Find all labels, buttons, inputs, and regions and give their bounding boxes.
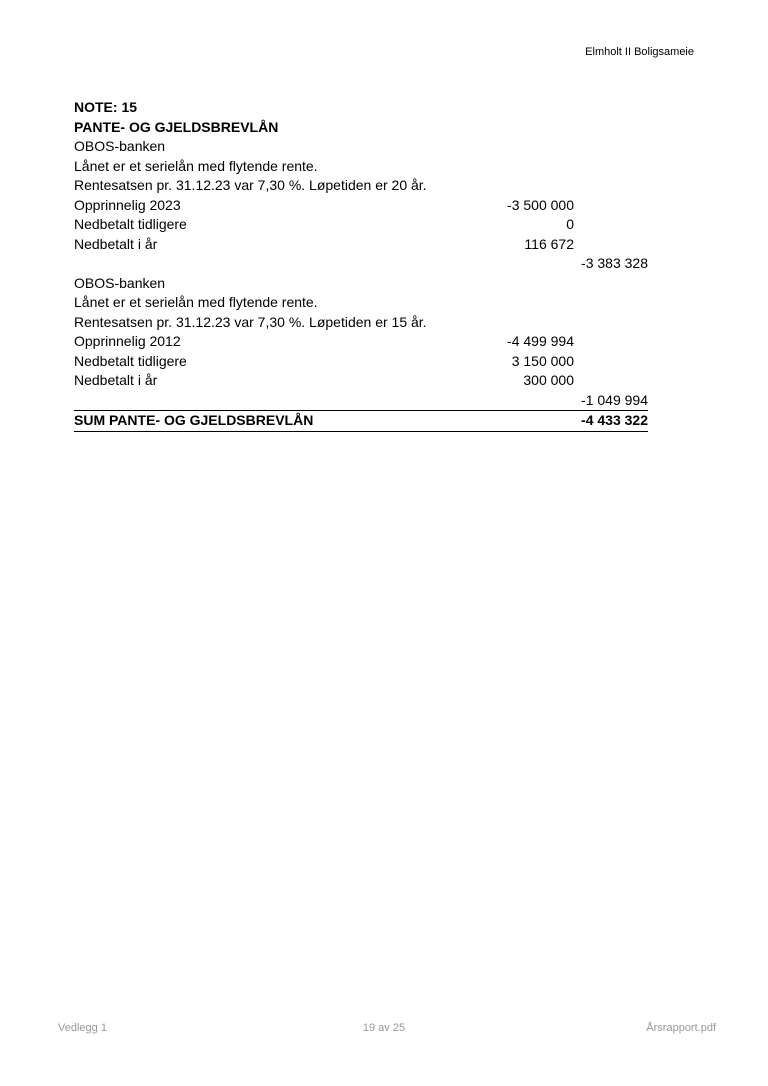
loan-row bbox=[74, 215, 648, 235]
loan-rate: Rentesatsen pr. 31.12.23 var 7,30 %. Løpetiden er 20 år. bbox=[74, 177, 427, 193]
loan-balance-row bbox=[74, 391, 648, 412]
row-label: Nedbetalt tidligere bbox=[74, 216, 187, 232]
footer-attachment: Vedlegg 1 bbox=[58, 1022, 107, 1034]
sum-row bbox=[74, 411, 648, 432]
loan-balance: -3 383 328 bbox=[581, 255, 648, 271]
loan-bank: OBOS-banken bbox=[74, 138, 166, 154]
row-value: 300 000 bbox=[523, 372, 574, 388]
organization-name: Elmholt II Boligsameie bbox=[585, 46, 694, 58]
footer-filename: Årsrapport.pdf bbox=[646, 1022, 716, 1034]
row-value: 116 672 bbox=[524, 235, 574, 252]
sum-value: -4 433 322 bbox=[581, 412, 648, 428]
loan-row bbox=[74, 332, 648, 352]
loan-block bbox=[74, 137, 648, 274]
sum-label: SUM PANTE- OG GJELDSBREVLÅN bbox=[74, 412, 314, 428]
note-title: PANTE- OG GJELDSBREVLÅN bbox=[74, 118, 279, 135]
note-15 bbox=[74, 98, 648, 432]
loan-row bbox=[74, 196, 648, 216]
loan-row bbox=[74, 235, 648, 255]
loan-bank: OBOS-banken bbox=[74, 274, 166, 291]
loan-row bbox=[74, 371, 648, 391]
loan-description: Lånet er et serielån med flytende rente. bbox=[74, 157, 318, 174]
row-label: Opprinnelig 2012 bbox=[74, 333, 181, 349]
loan-rate: Rentesatsen pr. 31.12.23 var 7,30 %. Løpetiden er 15 år. bbox=[74, 313, 427, 330]
row-label: Nedbetalt i år bbox=[74, 235, 158, 252]
note-number: NOTE: 15 bbox=[74, 99, 138, 115]
loan-balance: -1 049 994 bbox=[581, 391, 648, 408]
row-label: Opprinnelig 2023 bbox=[74, 196, 181, 213]
row-value: -3 500 000 bbox=[507, 196, 574, 213]
loan-block bbox=[74, 274, 648, 412]
loan-balance-row bbox=[74, 254, 648, 274]
row-label: Nedbetalt tidligere bbox=[74, 352, 187, 369]
row-value: 3 150 000 bbox=[511, 352, 574, 369]
footer-page-number: 19 av 25 bbox=[362, 1022, 406, 1034]
row-value: -4 499 994 bbox=[507, 333, 574, 349]
loan-row bbox=[74, 352, 648, 372]
row-label: Nedbetalt i år bbox=[74, 372, 158, 388]
row-value: 0 bbox=[566, 216, 574, 232]
loan-description: Lånet er et serielån med flytende rente. bbox=[74, 294, 318, 310]
